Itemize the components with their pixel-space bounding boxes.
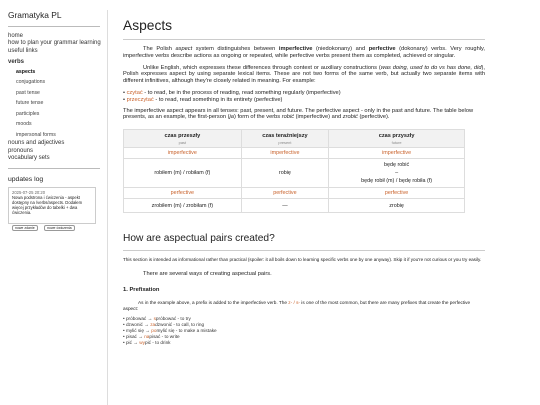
aspect-label-cell: perfective — [241, 188, 329, 199]
text-span: aspect — [175, 46, 193, 52]
english-comparison-paragraph — [123, 65, 485, 85]
text-span: perfective — [368, 46, 396, 52]
aspect-label-cell: imperfective — [329, 148, 465, 159]
nav-item-plan-learning[interactable]: how to plan your grammar learning — [8, 40, 101, 47]
nav-item-nouns-adjectives[interactable]: nouns and adjectives — [8, 140, 65, 147]
cell-line: będę robił (m) / będę robiła (f) — [361, 178, 433, 185]
update-date: 2025-07-25 20:20 — [12, 190, 46, 196]
update-tag[interactable]: nowe zdanie — [12, 225, 38, 231]
arrow: → — [142, 322, 151, 328]
text-span: (perfective). — [357, 114, 390, 121]
prefix: po — [151, 327, 157, 333]
table-header-row — [124, 130, 465, 148]
prefixation-paragraph — [123, 300, 485, 312]
cell-line: będę robić — [383, 162, 410, 169]
prefix-highlight: z- / s- — [288, 300, 300, 306]
text-span: imperfective — [278, 46, 313, 52]
list-item: • dzwonić → zadzwonić - to call, to ring — [123, 322, 205, 328]
table-cell: robiłem (m) / robiłam (f) — [124, 159, 242, 188]
sidebar — [0, 0, 107, 405]
gloss: - to make a mistake — [174, 327, 217, 333]
text-span: zrobić — [342, 114, 358, 121]
site-title[interactable]: Gramatyka PL — [8, 10, 62, 20]
verb-stem: próbować — [155, 316, 177, 322]
verb-stem: pisać — [149, 333, 161, 339]
header-sub: future — [391, 140, 402, 146]
prefix: za — [150, 322, 156, 328]
prefix-examples — [123, 316, 485, 346]
update-tag[interactable]: nowe ćwiczenia — [44, 225, 75, 231]
prefix: s — [153, 316, 156, 322]
title-divider — [123, 39, 485, 40]
arrow: → — [131, 339, 140, 345]
gloss: - to drink — [150, 339, 171, 345]
nav-item-future-tense[interactable]: future tense — [16, 100, 44, 107]
table-cell — [329, 159, 465, 188]
nav-item-aspects[interactable]: aspects — [16, 68, 36, 75]
header-sub: present — [278, 140, 292, 146]
table-row — [124, 148, 465, 159]
nav-item-pronouns[interactable]: pronouns — [8, 147, 34, 154]
text-span: is one of the most common, but there are many prefixes that create the perfective aspect: — [123, 300, 471, 312]
nav-item-conjugations[interactable]: conjugations — [16, 79, 46, 86]
tenses-paragraph — [123, 108, 485, 122]
aspect-tense-table — [123, 129, 465, 213]
header-past — [124, 130, 242, 148]
text-span: ), Polish expresses aspect by using separate lexical items. These are not two forms of the same verb, but actually two separate items with different infinitives, although they're closely related in meaning. For example: — [123, 64, 485, 85]
sidebar-border — [107, 10, 108, 405]
text-span: robić — [281, 114, 295, 121]
list-item: • mylić się → pomylić się - to make a mistake — [123, 327, 217, 333]
verb-stem: mylić się — [156, 327, 175, 333]
verb-imperfective: dzwonić — [125, 322, 143, 328]
arrow: → — [146, 316, 154, 322]
updates-log-title: updates log — [8, 176, 44, 184]
nav-item-moods[interactable]: moods — [16, 121, 32, 128]
nav-item-vocabulary-sets[interactable]: vocabulary sets — [8, 154, 50, 161]
text-span: The Polish — [143, 46, 176, 52]
section-divider — [123, 250, 485, 251]
nav-item-useful-links[interactable]: useful links — [8, 47, 38, 54]
section-intro: There are several ways of creating aspectual pairs. — [143, 271, 272, 278]
arrow: → — [143, 327, 152, 333]
table-row — [124, 199, 465, 213]
aspect-label-cell: imperfective — [241, 148, 329, 159]
nav-item-impersonal-forms[interactable]: impersonal forms — [16, 131, 56, 138]
header-sub: past — [178, 140, 187, 146]
text-span: ) form of the verbs — [233, 114, 282, 121]
text-span: Unlike English, which expresses these differences through context or auxiliary constructions ( — [143, 64, 381, 71]
table-row — [124, 159, 465, 188]
prefix: wy — [139, 339, 145, 345]
table-cell: zrobię — [329, 199, 465, 213]
table-cell: — — [241, 199, 329, 213]
table-cell: robię — [241, 159, 329, 188]
text-span: was doing, used to do vs has done, did — [380, 64, 482, 71]
page-title: Aspects — [123, 18, 173, 33]
verb-imperfective: pić — [125, 339, 132, 345]
gloss: - to write — [160, 333, 180, 339]
text-span: (niedokonany) and — [312, 46, 369, 52]
header-future — [329, 130, 465, 148]
sidebar-divider — [8, 168, 100, 169]
aspect-label-cell: perfective — [329, 188, 465, 199]
verb-imperfective: pisać — [125, 333, 137, 339]
text-span: The imperfective aspect appears in all tenses: past, present, and future. The perfective aspect - only in the past and future. The table below presents, as an example, the first-person ( — [123, 107, 474, 121]
text-span: system distinguishes between — [192, 46, 279, 52]
text-span: ja — [229, 114, 234, 121]
example-gloss: - to read, read something in its entirety (perfective) — [153, 96, 283, 103]
gloss: - to try — [176, 316, 191, 322]
header-title: czas przeszły — [164, 133, 201, 140]
list-item: • pić → wypić - to drink — [123, 339, 171, 345]
example-word: czytać — [126, 89, 143, 96]
example-word: przeczytać — [126, 96, 154, 103]
arrow: → — [136, 333, 145, 339]
prefix: na — [144, 333, 150, 339]
verb-imperfective: próbować — [125, 316, 147, 322]
gloss: - to call, to ring — [172, 322, 205, 328]
header-title: czas teraźniejszy — [262, 133, 308, 140]
aspect-label-cell: imperfective — [124, 148, 242, 159]
header-title: czas przyszły — [378, 133, 415, 140]
text-span: As in the example above, a prefix is added to the imperfective verb. The — [138, 300, 289, 306]
header-present — [241, 130, 329, 148]
table-row — [124, 188, 465, 199]
nav-item-home[interactable]: home — [8, 33, 24, 39]
sidebar-divider — [8, 26, 100, 27]
cell-line: – — [395, 170, 399, 177]
section-title-aspectual-pairs: How are aspectual pairs created? — [123, 233, 275, 245]
nav-item-past-tense[interactable]: past tense — [16, 89, 40, 96]
text-span: (dokonany) verbs. Very roughly, imperfective verbs describe actions as ongoing or repeated, while perfective verbs present them as completed, achieved or singular. — [123, 46, 486, 59]
nav-item-verbs[interactable]: verbs — [8, 59, 25, 66]
aspect-label-cell: perfective — [124, 188, 242, 199]
section-note: This section is intended as informational rather than practical (spoiler: it all boils down to learning specific verbs one by one anyway). Skip it if you're not curious or you try easily. — [123, 257, 482, 263]
list-item: • próbować → spróbować - to try — [123, 316, 191, 322]
text-span: (imperfective) and — [294, 114, 343, 121]
sidebar-nav — [8, 33, 107, 162]
example-gloss: - to read, be in the process of reading, read something regularly (imperfective) — [142, 89, 341, 96]
nav-item-participles[interactable]: participles — [16, 110, 40, 117]
update-entry — [8, 187, 96, 231]
intro-paragraph — [123, 46, 485, 60]
verb-imperfective: mylić się — [125, 327, 144, 333]
update-tags — [12, 216, 92, 234]
list-item: • pisać → napisać - to write — [123, 333, 180, 339]
verb-stem: pić — [144, 339, 151, 345]
subsection-title-prefixation: 1. Prefixation — [123, 287, 160, 294]
example-przeczytac: • przeczytać - to read, read something in its entirety (perfective) — [123, 96, 283, 103]
table-cell: zrobiłem (m) / zrobiłam (f) — [124, 199, 242, 213]
verb-stem: dzwonić — [155, 322, 173, 328]
update-text: Nowa podstrona i ćwiczenia - aspekt dostępny na /verbs/aspects. Dodałem więcej przykładów do tabelki + dwa ćwiczenia. — [12, 195, 83, 216]
example-czytac: • czytać - to read, be in the process of reading, read something regularly (imperfective) — [123, 89, 341, 96]
main-content — [123, 0, 485, 346]
